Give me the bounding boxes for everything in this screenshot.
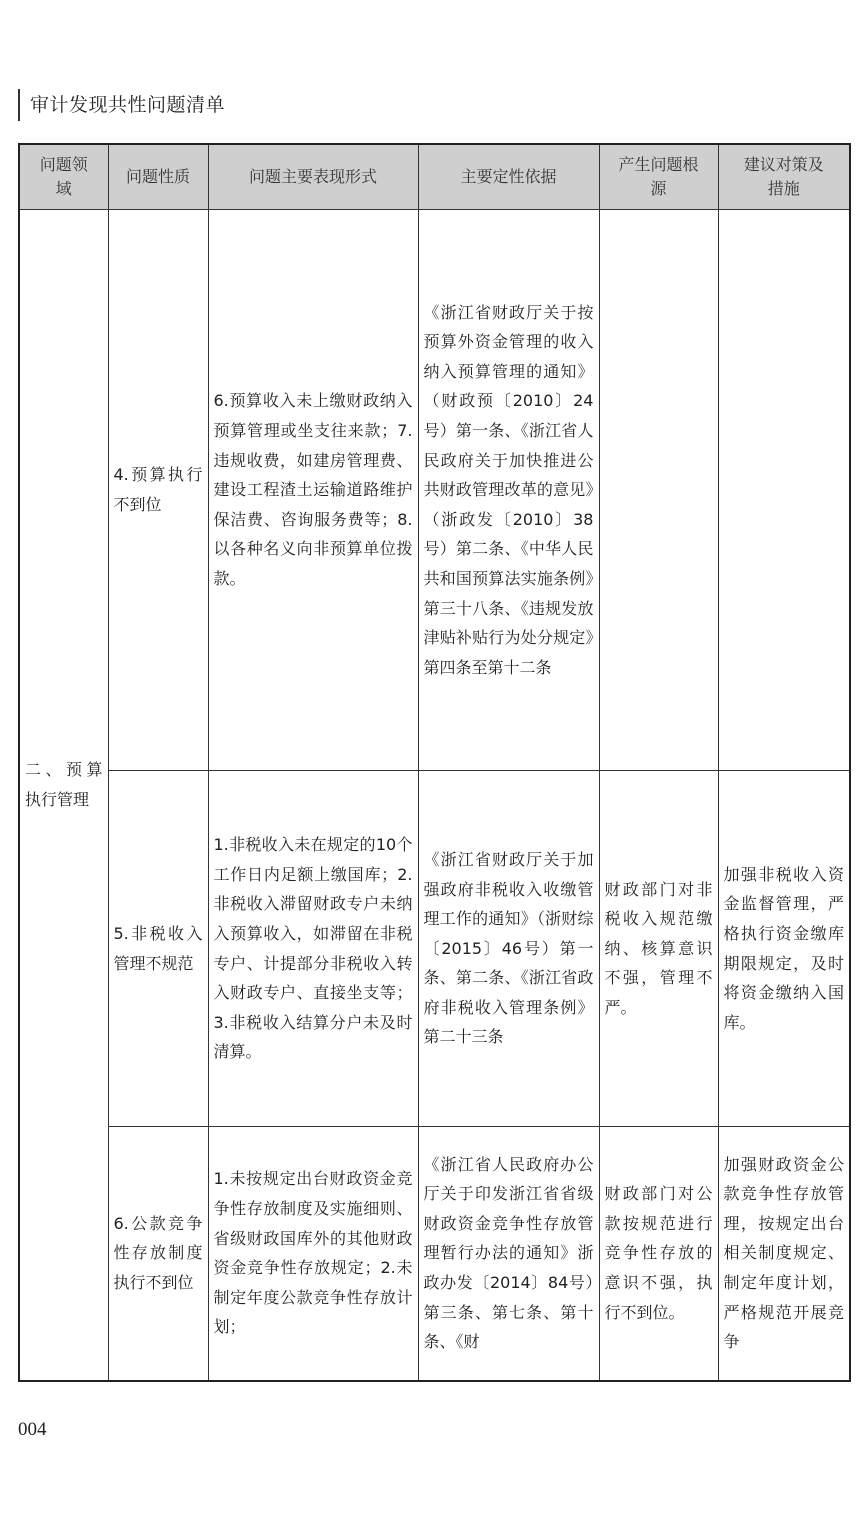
section-title: 审计发现共性问题清单 — [18, 89, 225, 121]
root-cause-cell: 财政部门对非税收入规范缴纳、核算意识不强，管理不严。 — [599, 771, 718, 1127]
header-nature: 问题性质 — [108, 144, 208, 210]
manifestations-cell: 1.未按规定出台财政资金竞争性存放制度及实施细则、省级财政国库外的其他财政资金竞争性存放规定；2.未制定年度公款竞争性存放计划； — [208, 1127, 418, 1381]
nature-cell: 5.非税收入管理不规范 — [108, 771, 208, 1127]
recommendation-cell: 加强财政资金公款竞争性存放管理，按规定出台相关制度规定、制定年度计划，严格规范开展竞争 — [718, 1127, 850, 1381]
root-cause-cell — [599, 210, 718, 771]
basis-cell: 《浙江省人民政府办公厅关于印发浙江省省级财政资金竞争性存放管理暂行办法的通知》浙政办发〔2014〕84号）第三条、第七条、第十条、《财 — [418, 1127, 599, 1381]
table-header-row — [19, 144, 850, 210]
manifestations-cell: 6.预算收入未上缴财政纳入预算管理或坐支往来款；7.违规收费，如建房管理费、建设工程渣土运输道路维护保洁费、咨询服务费等；8.以各种名义向非预算单位拨款。 — [208, 210, 418, 771]
domain-cell: 二、预算执行管理 — [19, 210, 108, 1381]
basis-cell: 《浙江省财政厅关于加强政府非税收入收缴管理工作的通知》（浙财综〔2015〕46号）第一条、第二条、《浙江省政府非税收入管理条例》第二十三条 — [418, 771, 599, 1127]
header-basis: 主要定性依据 — [418, 144, 599, 210]
manifestations-cell: 1.非税收入未在规定的10个工作日内足额上缴国库；2.非税收入滞留财政专户未纳入预算收入，如滞留在非税专户、计提部分非税收入转入财政专户、直接坐支等；3.非税收入结算分户未及时清算。 — [208, 771, 418, 1127]
table-row — [19, 771, 850, 1127]
header-manifestations: 问题主要表现形式 — [208, 144, 418, 210]
header-domain: 问题领域 — [19, 144, 108, 210]
recommendation-cell — [718, 210, 850, 771]
header-recommendation: 建议对策及措施 — [718, 144, 850, 210]
table-row — [19, 210, 850, 771]
root-cause-cell: 财政部门对公款按规范进行竞争性存放的意识不强，执行不到位。 — [599, 1127, 718, 1381]
basis-cell: 《浙江省财政厅关于按预算外资金管理的收入纳入预算管理的通知》（财政预〔2010〕24号）第一条、《浙江省人民政府关于加快推进公共财政管理改革的意见》（浙政发〔2010〕38号）第二条、《中华人民共和国预算法实施条例》第三十八条、《违规发放津贴补贴行为处分规定》第四条至第十二条 — [418, 210, 599, 771]
audit-issues-table — [18, 143, 851, 1382]
header-root-cause: 产生问题根源 — [599, 144, 718, 210]
table-row — [19, 1127, 850, 1381]
recommendation-cell: 加强非税收入资金监督管理，严格执行资金缴库期限规定，及时将资金缴纳入国库。 — [718, 771, 850, 1127]
nature-cell: 6.公款竞争性存放制度执行不到位 — [108, 1127, 208, 1381]
nature-cell: 4.预算执行不到位 — [108, 210, 208, 771]
page-number: 004 — [18, 1419, 47, 1440]
